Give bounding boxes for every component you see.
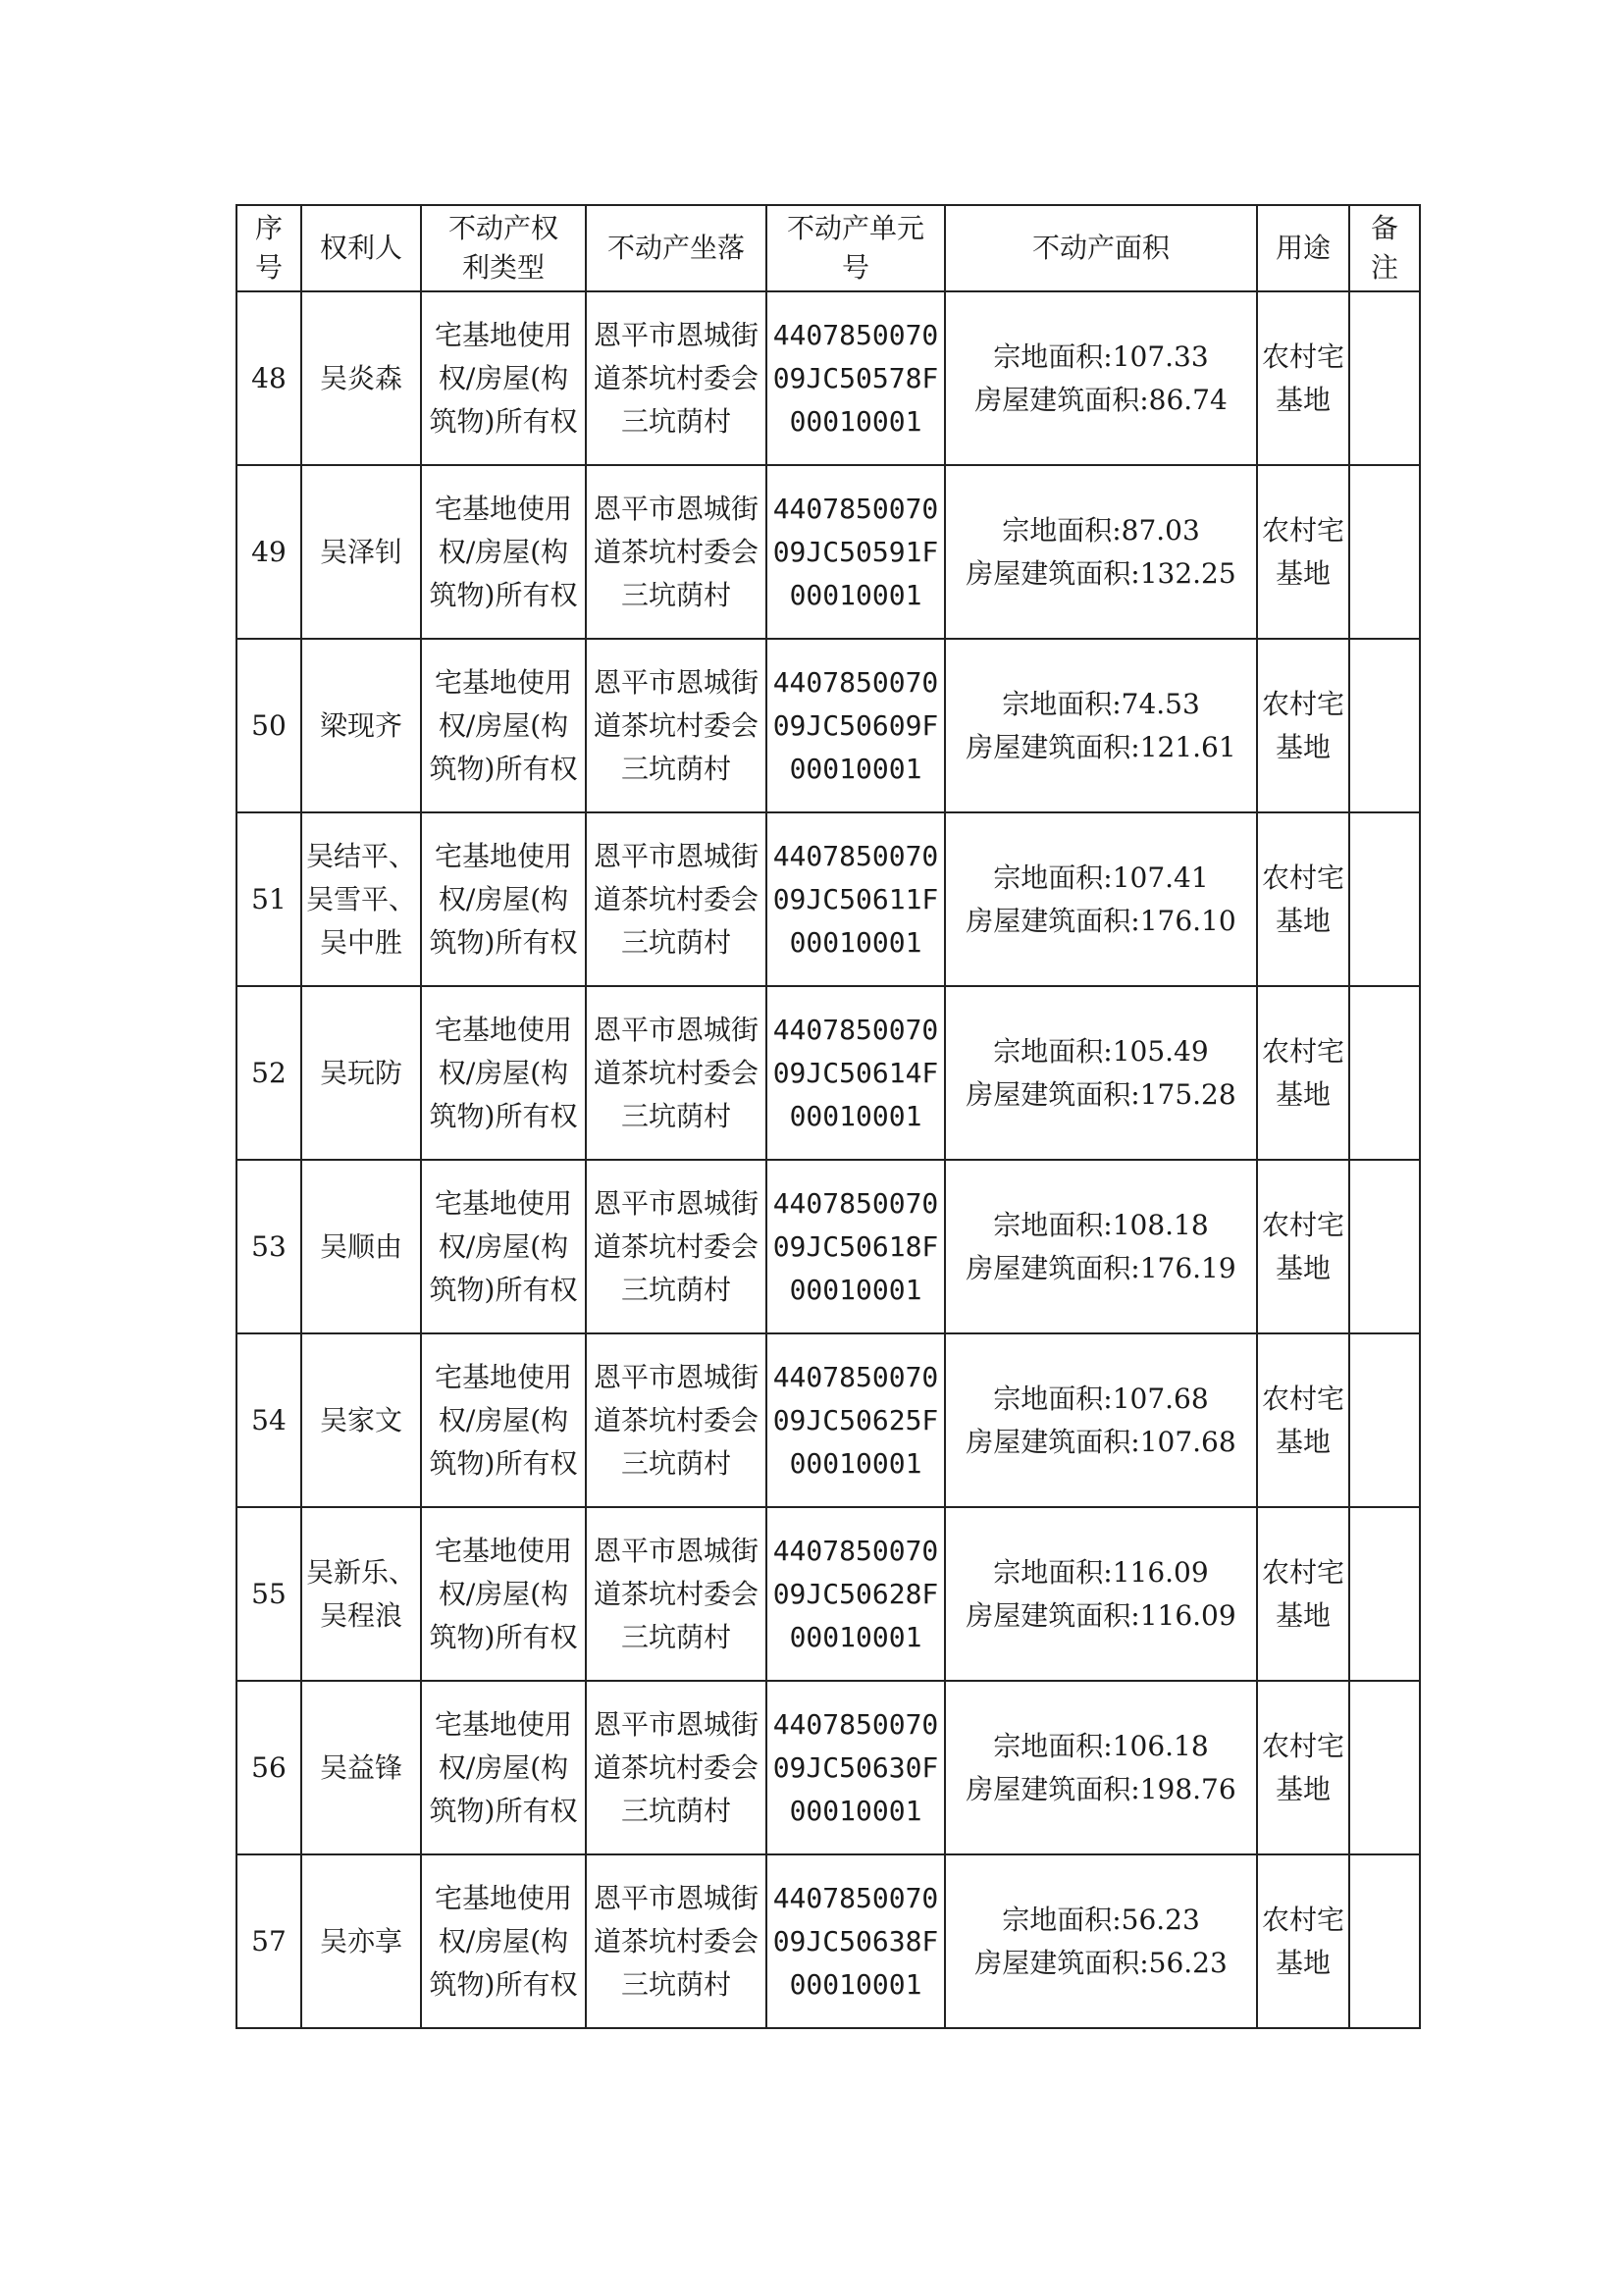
land-area: 宗地面积:107.33 [993,339,1209,373]
row-number: 51 [236,812,301,986]
header-use: 用途 [1257,205,1349,291]
property-area [945,639,1257,812]
header-area: 不动产面积 [945,205,1257,291]
row-number: 57 [236,1854,301,2028]
right-type: 宅基地使用权/房屋(构筑物)所有权 [421,812,586,986]
unit-number: 440785007009JC50625F00010001 [766,1333,945,1507]
table-header [236,205,1420,291]
remark [1349,639,1420,812]
right-type: 宅基地使用权/房屋(构筑物)所有权 [421,1507,586,1681]
land-area: 宗地面积:106.18 [993,1729,1209,1762]
table-row [236,1854,1420,2028]
property-location: 恩平市恩城街道茶坑村委会三坑荫村 [586,1854,766,2028]
property-location: 恩平市恩城街道茶坑村委会三坑荫村 [586,1333,766,1507]
header-holder: 权利人 [301,205,421,291]
property-area [945,1160,1257,1333]
property-location: 恩平市恩城街道茶坑村委会三坑荫村 [586,465,766,639]
building-area: 房屋建筑面积:198.76 [966,1772,1236,1805]
right-holder: 吴新乐、吴程浪 [301,1507,421,1681]
land-use: 农村宅基地 [1257,1333,1349,1507]
table-body [236,291,1420,2028]
unit-number: 440785007009JC50638F00010001 [766,1854,945,2028]
remark [1349,1160,1420,1333]
property-area [945,986,1257,1160]
header-note: 备注 [1349,205,1420,291]
property-area [945,1507,1257,1681]
unit-number: 440785007009JC50628F00010001 [766,1507,945,1681]
building-area: 房屋建筑面积:176.10 [966,904,1236,937]
unit-number: 440785007009JC50618F00010001 [766,1160,945,1333]
unit-number: 440785007009JC50611F00010001 [766,812,945,986]
land-use: 农村宅基地 [1257,1160,1349,1333]
land-area: 宗地面积:74.53 [1002,687,1200,720]
property-area [945,812,1257,986]
land-area: 宗地面积:108.18 [993,1208,1209,1241]
table-row [236,1333,1420,1507]
remark [1349,1507,1420,1681]
unit-number: 440785007009JC50630F00010001 [766,1681,945,1854]
property-area [945,465,1257,639]
land-use: 农村宅基地 [1257,1854,1349,2028]
table-row [236,1507,1420,1681]
header-type: 不动产权利类型 [421,205,586,291]
header-no: 序号 [236,205,301,291]
right-type: 宅基地使用权/房屋(构筑物)所有权 [421,1333,586,1507]
table-row [236,465,1420,639]
table-row [236,1681,1420,1854]
land-use: 农村宅基地 [1257,986,1349,1160]
row-number: 56 [236,1681,301,1854]
property-location: 恩平市恩城街道茶坑村委会三坑荫村 [586,1681,766,1854]
building-area: 房屋建筑面积:176.19 [966,1251,1236,1284]
building-area: 房屋建筑面积:86.74 [974,383,1228,416]
land-use: 农村宅基地 [1257,812,1349,986]
land-use: 农村宅基地 [1257,639,1349,812]
remark [1349,1333,1420,1507]
remark [1349,465,1420,639]
property-area [945,1681,1257,1854]
remark [1349,812,1420,986]
unit-number: 440785007009JC50609F00010001 [766,639,945,812]
unit-number: 440785007009JC50578F00010001 [766,291,945,465]
building-area: 房屋建筑面积:107.68 [966,1425,1236,1458]
right-holder: 吴亦享 [301,1854,421,2028]
right-holder: 吴炎森 [301,291,421,465]
unit-number: 440785007009JC50614F00010001 [766,986,945,1160]
right-holder: 吴泽钊 [301,465,421,639]
right-holder: 梁现齐 [301,639,421,812]
land-area: 宗地面积:56.23 [1002,1903,1200,1936]
header-unit: 不动产单元号 [766,205,945,291]
right-holder: 吴顺由 [301,1160,421,1333]
right-type: 宅基地使用权/房屋(构筑物)所有权 [421,465,586,639]
header-location: 不动产坐落 [586,205,766,291]
right-type: 宅基地使用权/房屋(构筑物)所有权 [421,1681,586,1854]
property-area [945,1333,1257,1507]
right-type: 宅基地使用权/房屋(构筑物)所有权 [421,291,586,465]
table-row [236,639,1420,812]
land-area: 宗地面积:116.09 [993,1555,1209,1589]
land-area: 宗地面积:107.68 [993,1382,1209,1415]
land-area: 宗地面积:105.49 [993,1034,1209,1068]
land-area: 宗地面积:107.41 [993,861,1209,894]
property-area [945,1854,1257,2028]
row-number: 55 [236,1507,301,1681]
property-location: 恩平市恩城街道茶坑村委会三坑荫村 [586,812,766,986]
row-number: 53 [236,1160,301,1333]
building-area: 房屋建筑面积:132.25 [966,556,1236,590]
remark [1349,1681,1420,1854]
property-location: 恩平市恩城街道茶坑村委会三坑荫村 [586,291,766,465]
property-area [945,291,1257,465]
table-row [236,986,1420,1160]
right-holder: 吴玩防 [301,986,421,1160]
building-area: 房屋建筑面积:175.28 [966,1077,1236,1111]
building-area: 房屋建筑面积:121.61 [966,730,1236,763]
remark [1349,291,1420,465]
right-holder: 吴结平、吴雪平、吴中胜 [301,812,421,986]
right-type: 宅基地使用权/房屋(构筑物)所有权 [421,1160,586,1333]
row-number: 49 [236,465,301,639]
row-number: 52 [236,986,301,1160]
land-use: 农村宅基地 [1257,465,1349,639]
header-row [236,205,1420,291]
land-use: 农村宅基地 [1257,291,1349,465]
remark [1349,986,1420,1160]
land-use: 农村宅基地 [1257,1507,1349,1681]
row-number: 48 [236,291,301,465]
land-use: 农村宅基地 [1257,1681,1349,1854]
property-location: 恩平市恩城街道茶坑村委会三坑荫村 [586,1160,766,1333]
property-location: 恩平市恩城街道茶坑村委会三坑荫村 [586,986,766,1160]
building-area: 房屋建筑面积:116.09 [966,1598,1236,1632]
table-row [236,291,1420,465]
row-number: 54 [236,1333,301,1507]
right-type: 宅基地使用权/房屋(构筑物)所有权 [421,1854,586,2028]
property-location: 恩平市恩城街道茶坑村委会三坑荫村 [586,639,766,812]
right-holder: 吴家文 [301,1333,421,1507]
building-area: 房屋建筑面积:56.23 [974,1946,1228,1979]
right-type: 宅基地使用权/房屋(构筑物)所有权 [421,639,586,812]
property-location: 恩平市恩城街道茶坑村委会三坑荫村 [586,1507,766,1681]
right-type: 宅基地使用权/房屋(构筑物)所有权 [421,986,586,1160]
land-area: 宗地面积:87.03 [1002,513,1200,547]
table-row [236,812,1420,986]
row-number: 50 [236,639,301,812]
table-row [236,1160,1420,1333]
unit-number: 440785007009JC50591F00010001 [766,465,945,639]
remark [1349,1854,1420,2028]
property-registry-table [236,204,1421,2029]
right-holder: 吴益锋 [301,1681,421,1854]
